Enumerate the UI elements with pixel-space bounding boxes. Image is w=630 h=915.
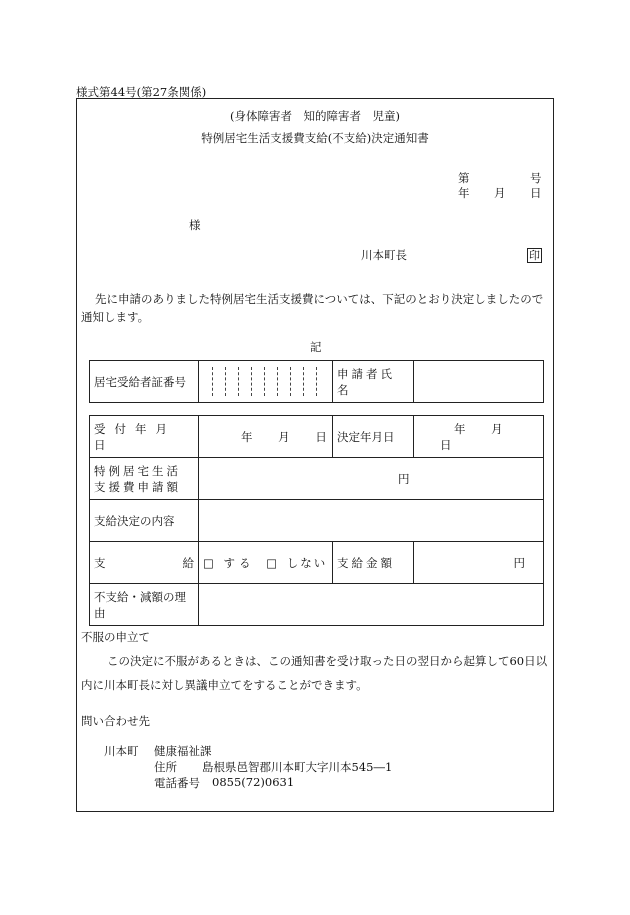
document-title: 特例居宅生活支援費支給(不支給)決定通知書 — [201, 131, 429, 145]
contact-org: 川本町 — [104, 744, 139, 758]
recipient-id-field[interactable] — [199, 361, 333, 403]
subtitle: (身体障害者 知的障害者 児童) — [230, 109, 400, 123]
issuer: 川本町長 — [361, 248, 407, 262]
receipt-date-label: 受付年月日 — [90, 416, 199, 458]
receipt-date-field[interactable] — [199, 416, 333, 458]
date-hi: 日 — [530, 186, 542, 200]
date-nen: 年 — [458, 186, 470, 200]
receipt-date-tsuki: 月 — [278, 429, 290, 444]
recipient-id-label: 居宅受給者証番号 — [90, 361, 199, 403]
table-decision — [89, 415, 544, 626]
contact-phone: 0855(72)0631 — [212, 775, 295, 789]
table-recipient — [89, 360, 544, 403]
body-text-line-1: 先に申請のありました特例居宅生活支援費については、下記のとおり決定しましたので — [95, 292, 544, 306]
payment-amount-yen: 円 — [513, 555, 525, 570]
digit-divider — [303, 367, 304, 396]
digit-divider — [212, 367, 213, 396]
decision-content-label: 支給決定の内容 — [90, 500, 199, 542]
checkbox-yes-icon[interactable]: □ — [203, 555, 214, 570]
payment-amount-field[interactable] — [414, 542, 544, 584]
contact-address-label: 住所 — [154, 760, 177, 774]
objection-heading: 不服の申立て — [81, 630, 150, 644]
decision-content-field[interactable] — [199, 500, 544, 542]
option-yes-label: する — [223, 555, 255, 570]
requested-amount-field[interactable] — [199, 458, 544, 500]
digit-divider — [264, 367, 265, 396]
receipt-date-nen: 年 — [241, 429, 253, 444]
requested-amount-label-line-1: 特例居宅生活 — [94, 463, 181, 478]
reason-label-line-2: 由 — [94, 605, 106, 620]
receipt-date-hi: 日 — [315, 429, 327, 444]
requested-amount-yen: 円 — [398, 471, 410, 486]
decision-date-tsuki: 月 — [491, 421, 503, 436]
contact-dept: 健康福祉課 — [154, 744, 212, 758]
digit-divider — [316, 367, 317, 396]
checkbox-no-icon[interactable]: □ — [266, 555, 278, 570]
payment-options — [199, 542, 333, 584]
digit-divider — [225, 367, 226, 396]
reason-label — [90, 584, 199, 626]
decision-date-field[interactable] — [414, 416, 544, 458]
decision-date-hi: 日 — [440, 437, 452, 452]
seal-text: 印 — [529, 249, 540, 262]
objection-text-line-2: 内に川本町長に対し異議申立てをすることができます。 — [81, 678, 368, 692]
body-text-line-2: 通知します。 — [81, 310, 150, 324]
reason-field[interactable] — [199, 584, 544, 626]
seal-mark — [527, 247, 542, 263]
applicant-name-field[interactable] — [414, 361, 544, 403]
contact-heading: 問い合わせ先 — [81, 714, 150, 728]
ki-heading: 記 — [310, 340, 322, 354]
form-number: 様式第44号(第27条関係) — [76, 85, 207, 99]
contact-phone-label: 電話番号 — [154, 776, 200, 790]
digit-divider — [238, 367, 239, 396]
applicant-name-label: 申請者氏名 — [333, 361, 414, 403]
requested-amount-label — [90, 458, 199, 500]
payment-amount-label: 支給金額 — [333, 542, 414, 584]
doc-number-dai: 第 — [458, 171, 470, 185]
decision-date-nen: 年 — [454, 421, 466, 436]
reason-label-line-1: 不支給・減額の理 — [94, 589, 186, 604]
objection-text-line-1: この決定に不服があるときは、この通知書を受け取った日の翌日から起算して60日以 — [107, 654, 548, 668]
payment-label-1: 支 — [94, 555, 106, 570]
option-no-label: しない — [286, 555, 328, 570]
addressee-suffix: 様 — [189, 218, 201, 232]
digit-divider — [277, 367, 278, 396]
digit-divider — [290, 367, 291, 396]
contact-address: 島根県邑智郡川本町大字川本545―1 — [202, 760, 393, 774]
date-tsuki: 月 — [494, 186, 506, 200]
digit-divider — [251, 367, 252, 396]
requested-amount-label-line-2: 支援費申請額 — [94, 479, 181, 494]
payment-label — [90, 542, 199, 584]
doc-number-go: 号 — [530, 171, 542, 185]
decision-date-label: 決定年月日 — [333, 416, 414, 458]
payment-label-2: 給 — [182, 555, 194, 570]
